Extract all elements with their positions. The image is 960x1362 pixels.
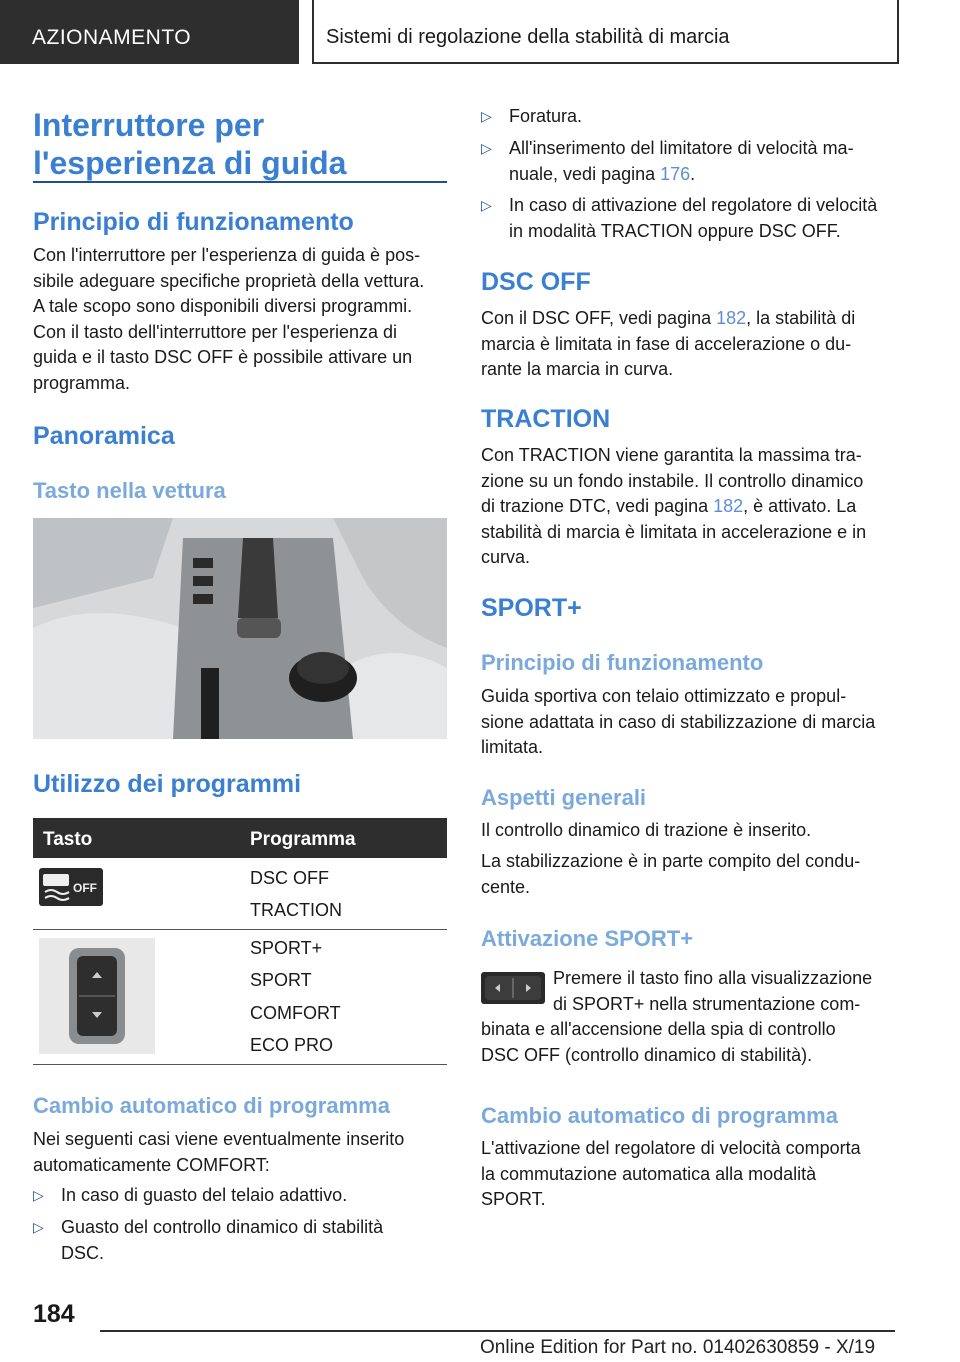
heading-panoramica: Panoramica xyxy=(33,422,175,450)
traction-text: Con TRACTION viene garantita la massima tra- zione su un fondo instabile. Il controllo dinamico di trazione DTC, vedi pagina 182, è attivato. La stabilità di marcia è limitata in accelerazione e in curva. xyxy=(481,445,867,567)
bullet-triangle-icon: ▷ xyxy=(481,197,492,213)
bullet-limitatore: ▷ All'inserimento del limitatore di velocità ma- nuale, vedi pagina 176. xyxy=(481,138,854,184)
heading-aspetti: Aspetti generali xyxy=(481,785,647,810)
table-col-programma: Programma xyxy=(250,829,356,850)
attivazione-text-b: binata e all'accensione della spia di controllo DSC OFF (controllo dinamico di stabilità). xyxy=(481,1019,836,1065)
driving-experience-switch-icon xyxy=(39,938,155,1054)
car-interior-photo xyxy=(33,518,447,739)
page-title: Interruttore per l'esperienza di guida xyxy=(33,107,347,181)
principio-text: Con l'interruttore per l'esperienza di guida è pos- sibile adeguare specifiche proprietà della vettura. A tale scopo sono disponibili diversi programmi. Con il tasto dell'interruttore per l'esperienza di guida e il tasto DSC OFF è possibile attivare un programma. xyxy=(33,245,425,393)
title-rule xyxy=(33,181,447,183)
cambio-intro: Nei seguenti casi viene eventualmente inserito automaticamente COMFORT: xyxy=(33,1129,405,1175)
svg-text:OFF: OFF xyxy=(73,881,97,895)
bullet-triangle-icon: ▷ xyxy=(33,1219,44,1235)
bullet-triangle-icon: ▷ xyxy=(33,1187,44,1203)
heading-sport-principio: Principio di funzionamento xyxy=(481,650,764,675)
heading-dsc-off: DSC OFF xyxy=(481,268,591,296)
heading-principio: Principio di funzionamento xyxy=(33,208,354,236)
header-section-tab xyxy=(0,0,299,64)
bullet-regolatore: ▷ In caso di attivazione del regolatore di velocità in modalità TRACTION oppure DSC OFF. xyxy=(481,195,878,241)
bullet-telaio: ▷ In caso di guasto del telaio adattivo. xyxy=(33,1183,447,1209)
aspetti-text-1: Il controllo dinamico di trazione è inserito. xyxy=(481,820,812,840)
attivazione-text-a: Premere il tasto fino alla visualizzazione di SPORT+ nella strumentazione com- xyxy=(553,968,873,1014)
table-col-tasto: Tasto xyxy=(43,829,93,850)
program-sport-plus: SPORT+ xyxy=(250,938,323,958)
program-dsc-off: DSC OFF xyxy=(250,868,329,888)
table-divider xyxy=(33,929,447,930)
page-link-182[interactable]: 182 xyxy=(716,308,747,328)
heading-utilizzo: Utilizzo dei programmi xyxy=(33,770,302,798)
dsc-off-text: Con il DSC OFF, vedi pagina 182, la stabilità di marcia è limitata in fase di accelerazione o du- rante la marcia in curva. xyxy=(481,308,856,379)
page-link-182[interactable]: 182 xyxy=(713,496,744,516)
program-eco-pro: ECO PRO xyxy=(250,1035,334,1055)
dsc-off-button-icon xyxy=(39,868,103,906)
sport-switch-icon xyxy=(481,972,545,1004)
footer-rule xyxy=(100,1330,895,1332)
table-bottom-rule xyxy=(33,1064,447,1065)
footer-edition: Online Edition for Part no. 01402630859 - X/19 xyxy=(480,1337,876,1358)
aspetti-text-2: La stabilizzazione è in parte compito del condu- cente. xyxy=(481,851,861,897)
bullet-dsc: ▷ Guasto del controllo dinamico di stabilità DSC. xyxy=(33,1217,384,1263)
header-title-box xyxy=(312,0,899,64)
bullet-triangle-icon: ▷ xyxy=(481,108,492,124)
heading-sport-plus: SPORT+ xyxy=(481,594,582,622)
program-traction: TRACTION xyxy=(250,900,342,920)
heading-traction: TRACTION xyxy=(481,405,611,433)
heading-cambio-right: Cambio automatico di programma xyxy=(481,1103,838,1128)
car-interior-illustration xyxy=(33,518,447,739)
heading-cambio-left: Cambio automatico di programma xyxy=(33,1093,390,1118)
heading-attivazione: Attivazione SPORT+ xyxy=(481,926,694,951)
heading-tasto-vettura: Tasto nella vettura xyxy=(33,478,226,503)
program-sport: SPORT xyxy=(250,970,312,990)
sport-principio-text: Guida sportiva con telaio ottimizzato e propul- sione adattata in caso di stabilizzazione di marcia limitata. xyxy=(481,686,876,757)
header-title: Sistemi di regolazione della stabilità di marcia xyxy=(326,26,730,48)
bullet-foratura: ▷ Foratura. xyxy=(481,104,895,130)
page-number: 184 xyxy=(33,1300,75,1328)
page-link-176[interactable]: 176 xyxy=(660,163,691,184)
program-comfort: COMFORT xyxy=(250,1003,341,1023)
header-section: AZIONAMENTO xyxy=(32,26,192,49)
cambio-right-text: L'attivazione del regolatore di velocità comporta la commutazione automatica alla modalità SPORT. xyxy=(481,1138,861,1209)
bullet-triangle-icon: ▷ xyxy=(481,140,492,156)
table-header xyxy=(33,818,447,858)
